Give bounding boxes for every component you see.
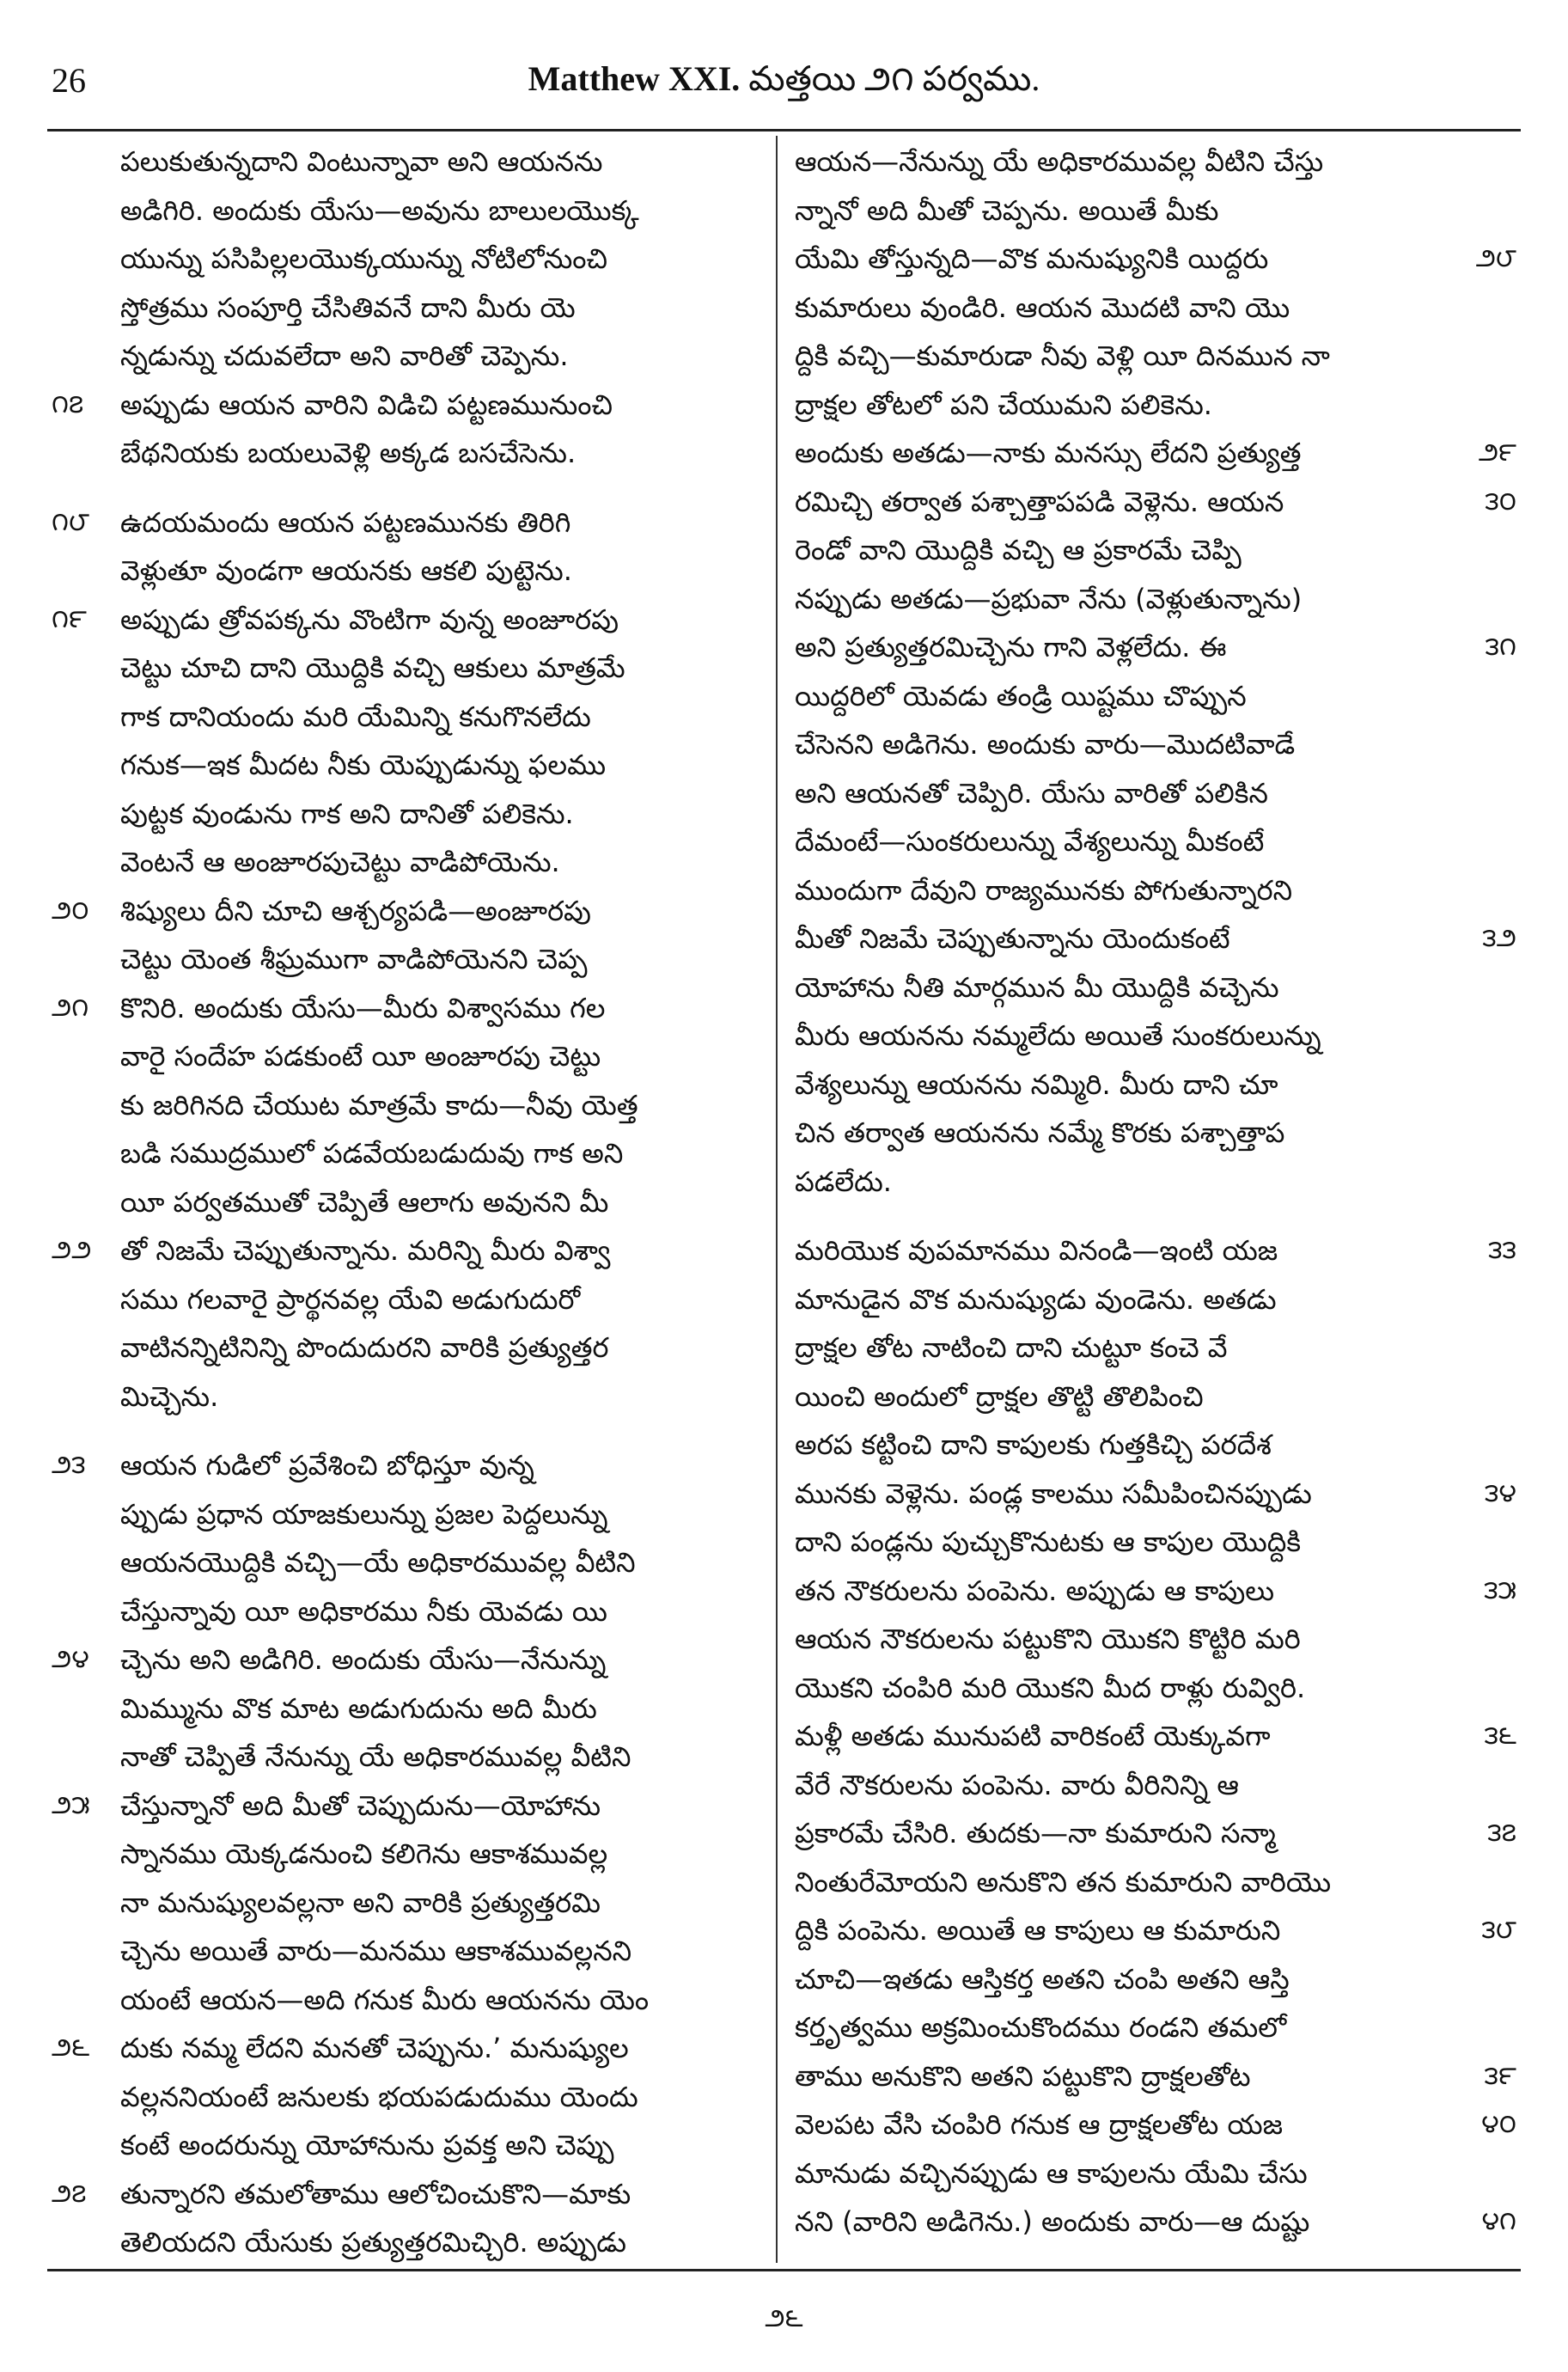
text-line [52, 2170, 773, 2219]
line-text: మళ్లీ అతడు మునుపటి వారికంటే యెక్కువగా [795, 1720, 1271, 1752]
text-line [52, 138, 773, 186]
text-line [52, 2024, 773, 2073]
line-text: తున్నారని తమలోతాము ఆలోచించుకొని—మాకు [120, 2177, 631, 2210]
text-line [786, 186, 1516, 235]
text-line [786, 1421, 1516, 1470]
line-text: చిన తర్వాత ఆయనను నమ్మే కొరకు పశ్చాత్తాప [795, 1116, 1285, 1149]
text-line [52, 381, 773, 430]
right-column [786, 138, 1516, 2247]
line-text: పుట్టక వుండును గాక అని దానితో పలికెను. [120, 797, 574, 830]
text-line [52, 1226, 773, 1275]
verse-number: ౩౦ [1485, 486, 1516, 517]
text-line [786, 1906, 1516, 1955]
line-text: కొనిరి. అందుకు యేసు—మీరు విశ్వాసము గల [120, 991, 606, 1024]
text-line [786, 1470, 1516, 1519]
text-line [786, 1664, 1516, 1713]
line-text: దేమంటే—సుంకరులున్ను వేశ్యలున్ను మీకంటే [795, 825, 1265, 858]
text-line [786, 575, 1516, 624]
text-line [52, 284, 773, 333]
line-text: వారై సందేహ పడకుంటే యీ అంజూరపు చెట్టు [120, 1040, 601, 1073]
verse-number: ౨౬ [52, 2033, 90, 2063]
text-line [52, 1441, 773, 1490]
text-line [52, 498, 773, 547]
line-text: మిమ్మును వొక మాట అడుగుదును అది మీరు [120, 1691, 597, 1725]
line-text: వల్లననియంటే జనులకు భయపడుదుము యెందు [120, 2080, 638, 2113]
line-text: తన నౌకరులను పంపెను. అప్పుడు ఆ కాపులు [795, 1574, 1275, 1607]
text-line [52, 1178, 773, 1227]
line-text: యేమి తోస్తున్నది—వొక మనుష్యునికి యిద్దరు [795, 242, 1269, 275]
verse-number: ౩౨ [1482, 923, 1516, 953]
verse-number: ౨౪ [52, 1644, 89, 1674]
verse-number: ౩౯ [1484, 2060, 1516, 2091]
text-line [786, 1518, 1516, 1567]
verse-number: ౩౮ [1481, 1915, 1516, 1945]
verse-number: ౪౦ [1481, 2109, 1516, 2139]
text-line [52, 838, 773, 887]
text-line [786, 1275, 1516, 1324]
text-line [52, 1275, 773, 1324]
text-line [786, 429, 1516, 478]
text-line [52, 1684, 773, 1733]
line-text: ద్రాక్షల తోట నాటించి దాని చుట్టూ కంచె వే [795, 1331, 1228, 1364]
verse-number: ౨౨ [52, 1235, 92, 1265]
verse-number: ౩౭ [1487, 1818, 1516, 1848]
line-text: తెలియదని యేసుకు ప్రత్యుత్తరమిచ్చిరి. అప్పుడు [120, 2226, 626, 2259]
line-text: కుమారులు వుండిరి. ఆయన మొదటి వాని యొ [795, 290, 1290, 324]
line-text: ఆయన నౌకరులను పట్టుకొని యొకని కొట్టిరి మరి [795, 1623, 1301, 1655]
text-line [786, 963, 1516, 1012]
line-text: ఆయన గుడిలో ప్రవేశించి బోధిస్తూ వున్న [120, 1449, 534, 1482]
line-text: దాని పండ్లను పుచ్చుకొనుటకు ఆ కాపుల యొద్దికి [795, 1525, 1302, 1558]
line-text: యొకని చంపిరి మరి యొకని మీద రాళ్లు రువ్విరి. [795, 1671, 1306, 1704]
line-text: మునకు వెళ్లెను. పండ్ల కాలము సమీపించినప్పుడు [795, 1476, 1312, 1510]
text-line [52, 235, 773, 284]
line-text: ద్రాక్షల తోటలో పని చేయుమని పలికెను. [795, 388, 1212, 421]
text-line [786, 2198, 1516, 2247]
line-text: వేరే నౌకరులను పంపెను. వారు వీరినిన్ని ఆ [795, 1768, 1239, 1801]
verse-number: ౩౩ [1488, 1235, 1516, 1265]
verse-number: ౨౩ [52, 1450, 86, 1480]
line-text: ప్పుడు ప్రధాన యాజకులున్ను ప్రజల పెద్దలున్ను [120, 1497, 608, 1531]
text-line [786, 1372, 1516, 1421]
line-text: తాము అనుకొని అతని పట్టుకొని ద్రాక్షలతోట [795, 2059, 1251, 2093]
text-line [52, 547, 773, 596]
text-line [786, 1158, 1516, 1207]
text-line [786, 720, 1516, 769]
line-text: మానుడైన వొక మనుష్యుడు వుండెను. అతడు [795, 1282, 1277, 1316]
line-text: రెండో వాని యొద్దికి వచ్చి ఆ ప్రకారమే చెప్పి [795, 534, 1242, 566]
page-title [0, 58, 1568, 107]
verse-number: ౨౭ [52, 2178, 87, 2209]
title-latin: Matthew XXI. [528, 59, 741, 98]
line-text: యంటే ఆయన—అది గనుక మీరు ఆయనను యెం [120, 1983, 650, 2016]
text-line [52, 1976, 773, 2025]
text-line [786, 1109, 1516, 1158]
verse-number: ౨౯ [1478, 437, 1516, 468]
text-line [786, 284, 1516, 333]
line-text: యీ పర్వతముతో చెప్పితే ఆలాగు అవునని మీ [120, 1185, 609, 1219]
text-line [52, 2121, 773, 2170]
verse-number: ౨౫ [52, 1789, 90, 1820]
line-text: అందుకు అతడు—నాకు మనస్సు లేదని ప్రత్యుత్త [795, 437, 1302, 469]
header-rule [47, 129, 1521, 131]
line-text: అరప కట్టించి దాని కాపులకు గుత్తకిచ్చి పరదేశ [795, 1428, 1272, 1461]
line-text: మీరు ఆయనను నమ్మలేదు అయితే సుంకరులున్ను [795, 1019, 1321, 1052]
text-line [786, 1858, 1516, 1907]
text-line [52, 2073, 773, 2122]
text-line [52, 332, 773, 381]
verse-number: ౨౧ [52, 992, 89, 1023]
line-text: కంటే అందరున్ను యోహానును ప్రవక్త అని చెప్పు [120, 2129, 614, 2161]
column-divider [776, 136, 778, 2263]
line-text: చేస్తున్నానో అది మీతో చెప్పుదును—యోహాను [120, 1788, 601, 1822]
line-text: గాక దానియందు మరి యేమిన్ని కనుగొనలేదు [120, 700, 591, 733]
line-text: వాటినన్నిటినిన్ని పొందుదురని వారికి ప్రత్యుత్తర [120, 1331, 609, 1364]
verse-number: ౩౧ [1485, 632, 1516, 662]
verse-number: ౨౦ [52, 895, 89, 926]
text-line [786, 817, 1516, 866]
text-line [52, 1324, 773, 1372]
text-line [52, 596, 773, 645]
line-text: అప్పుడు ఆయన వారిని విడిచి పట్టణమునుంచి [120, 388, 613, 421]
line-text: బడి సముద్రములో పడవేయబడుదువు గాక అని [120, 1137, 624, 1170]
text-line [786, 1061, 1516, 1110]
line-text: మానుడు వచ్చినప్పుడు ఆ కాపులను యేమి చేసు [795, 2156, 1308, 2190]
text-line [52, 2218, 773, 2267]
text-line [52, 1635, 773, 1684]
line-text: వేశ్యలున్ను ఆయనను నమ్మిరి. మీరు దాని చూ [795, 1067, 1278, 1101]
verse-number: ౧౮ [52, 506, 90, 537]
line-text: మరియొక వుపమానము వినండి—ఇంటి యజ [795, 1234, 1278, 1267]
line-text: వెలపట వేసి చంపిరి గనుక ఆ ద్రాక్షలతోట యజ [795, 2108, 1284, 2141]
text-line [52, 935, 773, 984]
text-line [52, 478, 773, 498]
text-line [786, 1761, 1516, 1810]
text-line [786, 478, 1516, 527]
text-line [786, 1615, 1516, 1664]
line-text: వెళ్లుతూ వుండగా ఆయనకు ఆకలి పుట్టెను. [120, 554, 572, 587]
text-line [786, 138, 1516, 186]
text-line [786, 769, 1516, 818]
line-text: స్తోత్రము సంపూర్తి చేసితివనే దాని మీరు యె [120, 290, 576, 324]
line-text: అని ప్రత్యుత్తరమిచ్చెను గాని వెళ్లలేదు. ఈ [795, 631, 1227, 663]
line-text: కు జరిగినది చేయుట మాత్రమే కాదు—నీవు యెత్త [120, 1088, 638, 1122]
text-line [52, 1587, 773, 1636]
line-text: నని (వారిని అడిగెను.) అందుకు వారు—ఆ దుష్టు [795, 2205, 1310, 2238]
line-text: అని ఆయనతో చెప్పిరి. యేసు వారితో పలికిన [795, 776, 1268, 810]
line-text: గనుక—ఇక మీదట నీకు యెప్పుడున్ను ఫలము [120, 749, 607, 781]
text-line [786, 672, 1516, 721]
verse-number: ౩౪ [1485, 1477, 1516, 1508]
verse-number: ౩౬ [1484, 1721, 1516, 1751]
text-line [52, 693, 773, 742]
text-line [52, 887, 773, 936]
line-text: ద్దికి వచ్చి—కుమారుడా నీవు వెళ్లి యీ దినమున నా [795, 339, 1330, 372]
line-text: ఆయన—నేనున్ను యే అధికారమువల్ల వీటిని చేస్తు [795, 145, 1324, 178]
text-line [52, 1081, 773, 1130]
text-line [52, 1538, 773, 1587]
line-text: మిచ్చెను. [120, 1379, 219, 1413]
line-text: న్నడున్ను చదువలేదా అని వారితో చెప్పెను. [120, 339, 569, 372]
line-text: తో నిజమే చెప్పుతున్నాను. మరిన్ని మీరు విశ్వా [120, 1234, 611, 1267]
text-line [786, 1324, 1516, 1372]
text-line [786, 1567, 1516, 1616]
verse-number: ౪౧ [1481, 2206, 1516, 2236]
line-text: చేస్తున్నావు యీ అధికారము నీకు యెవడు యి [120, 1594, 607, 1628]
text-line [52, 984, 773, 1033]
footer-rule [47, 2269, 1521, 2271]
line-text: నాతో చెప్పితే నేనున్ను యే అధికారమువల్ల వీటిని [120, 1740, 631, 1773]
line-text: ఉదయమందు ఆయన పట్టణమునకు తిరిగి [120, 505, 571, 539]
verse-number: ౧౯ [52, 603, 87, 634]
text-line [786, 1809, 1516, 1858]
text-line [786, 914, 1516, 963]
line-text: ద్దికి పంపెను. అయితే ఆ కాపులు ఆ కుమారుని [795, 1914, 1281, 1947]
text-line [52, 741, 773, 790]
text-line [786, 1012, 1516, 1061]
line-text: రమిచ్చి తర్వాత పశ్చాత్తాపపడి వెళ్లెను. ఆయన [795, 485, 1284, 518]
text-line [786, 1226, 1516, 1275]
line-text: ముందుగా దేవుని రాజ్యమునకు పోగుతున్నారని [795, 873, 1293, 907]
line-text: యోహాను నీతి మార్గమున మీ యొద్దికి వచ్చెను [795, 970, 1279, 1004]
line-text: యున్ను పసిపిల్లలయొక్కయున్ను నోటిలోనుంచి [120, 242, 608, 275]
line-text: ఆయనయొద్దికి వచ్చి—యే అధికారమువల్ల వీటిని [120, 1546, 636, 1579]
text-line [52, 1830, 773, 1879]
text-line [52, 1129, 773, 1178]
line-text: చ్చెను అని అడిగిరి. అందుకు యేసు—నేనున్ను [120, 1643, 607, 1676]
text-line [52, 1879, 773, 1928]
line-text: యించి అందులో ద్రాక్షల తొట్టి తొలిపించి [795, 1379, 1204, 1413]
text-line [786, 1955, 1516, 2004]
line-text: శిష్యులు దీని చూచి ఆశ్చర్యపడి—అంజూరపు [120, 894, 591, 927]
line-text: సము గలవారై ప్రార్థనవల్ల యేవి అడుగుదురో [120, 1282, 581, 1316]
line-text: మీతో నిజమే చెప్పుతున్నాను యెందుకంటే [795, 922, 1230, 955]
line-text: చ్చెను అయితే వారు—మనము ఆకాశమువల్లనని [120, 1935, 632, 1967]
line-text: కర్తృత్వము అక్రమించుకొందము రండని తమలో [795, 2011, 1287, 2044]
text-line [52, 1372, 773, 1421]
verse-number: ౧౭ [52, 388, 84, 419]
text-line [52, 644, 773, 693]
text-line [786, 2100, 1516, 2149]
text-line [786, 526, 1516, 575]
line-text: దుకు నమ్మ లేదని మనతో చెప్పును.’ మనుష్యుల [120, 2032, 629, 2064]
line-text: చెట్టు చూచి దాని యొద్దికి వచ్చి ఆకులు మాత్రమే [120, 651, 625, 684]
line-text: చేసెనని అడిగెను. అందుకు వారు—మొదటివాడే [795, 728, 1296, 761]
line-text: న్నానో అది మీతో చెప్పను. అయితే మీకు [795, 193, 1219, 227]
line-text: స్నానము యెక్కడనుంచి కలిగెను ఆకాశమువల్ల [120, 1837, 608, 1870]
line-text: నప్పుడు అతడు—ప్రభువా నేను (వెళ్లుతున్నాను) [795, 582, 1303, 615]
text-line [52, 1927, 773, 1976]
text-line [786, 235, 1516, 284]
line-text: చెట్టు యెంత శీఘ్రముగా వాడిపోయెనని చెప్ప [120, 943, 588, 975]
line-text: బేథనియకు బయలువెళ్లి అక్కడ బసచేసెను. [120, 437, 577, 469]
text-line [52, 1782, 773, 1831]
line-text: ప్రకారమే చేసిరి. తుదకు—నా కుమారుని సన్మా [795, 1817, 1276, 1849]
line-text: పలుకుతున్నదాని వింటున్నావా అని ఆయనను [120, 145, 603, 178]
verse-number: ౩౫ [1484, 1574, 1516, 1605]
text-line [786, 2149, 1516, 2198]
left-column [52, 138, 773, 2267]
text-line [786, 332, 1516, 381]
text-line [786, 2052, 1516, 2101]
text-line [52, 1032, 773, 1081]
text-line [52, 1733, 773, 1782]
line-text: నింతురేమోయని అనుకొని తన కుమారుని వారియొ [795, 1865, 1332, 1898]
text-line [52, 429, 773, 478]
line-text: అడిగిరి. అందుకు యేసు—అవును బాలులయొక్క [120, 193, 639, 227]
text-line [786, 1712, 1516, 1761]
text-line [786, 623, 1516, 672]
text-line [786, 381, 1516, 430]
signature-mark: ౨౬ [765, 2303, 803, 2333]
text-line [52, 1421, 773, 1441]
verse-number: ౨౮ [1475, 243, 1516, 273]
line-text: అప్పుడు త్రోవపక్కను వొంటిగా వున్న అంజూరపు [120, 602, 619, 636]
text-line [786, 866, 1516, 915]
line-text: యిద్దరిలో యెవడు తండ్రి యిష్టము చొప్పున [795, 679, 1247, 712]
line-text: పడలేదు. [795, 1165, 892, 1198]
line-text: చూచి—ఇతడు ఆస్తికర్త అతని చంపి అతని ఆస్తి [795, 1962, 1290, 1996]
text-line [786, 2003, 1516, 2052]
text-line [52, 186, 773, 235]
text-line [52, 790, 773, 839]
line-text: నా మనుష్యులవల్లనా అని వారికి ప్రత్యుత్తరమి [120, 1886, 601, 1919]
text-line [786, 1206, 1516, 1226]
text-line [52, 1490, 773, 1539]
page-number: 26 [52, 61, 86, 100]
line-text: వెంటనే ఆ అంజూరపుచెట్టు వాడిపోయెను. [120, 846, 560, 878]
title-telugu: మత్తయి ౨౧ పర్వము. [748, 59, 1040, 98]
